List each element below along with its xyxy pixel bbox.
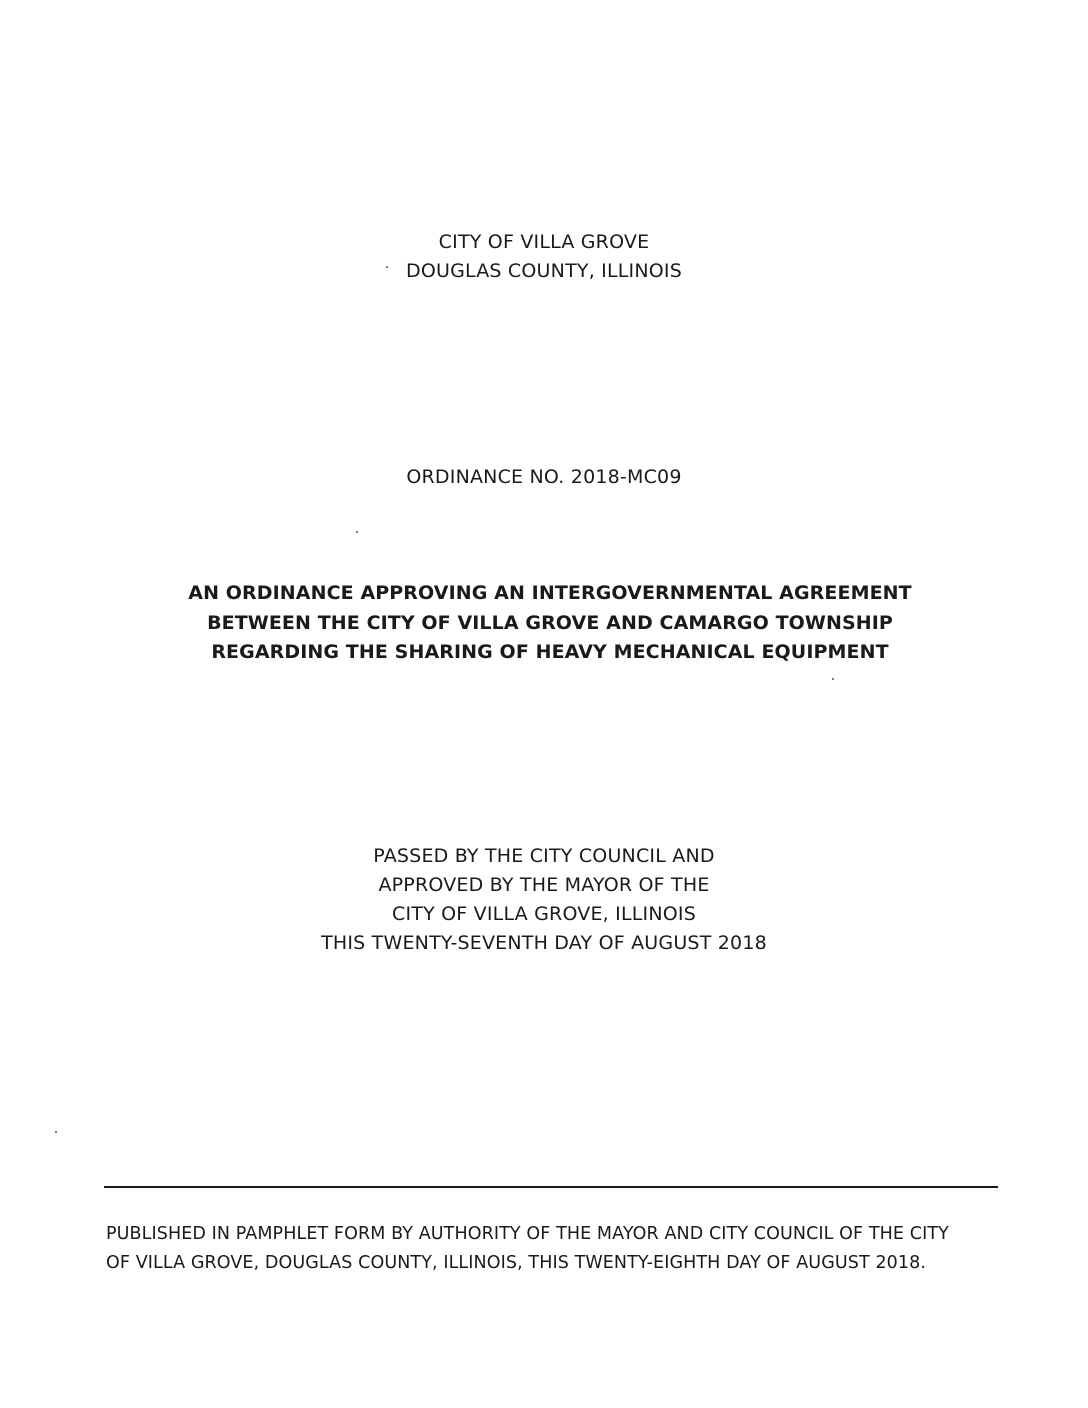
title-line-3: REGARDING THE SHARING OF HEAVY MECHANICAL EQUIPMENT	[211, 641, 889, 663]
publication-notice	[106, 1220, 1006, 1278]
scan-speck	[55, 1131, 57, 1133]
passed-line-2: APPROVED BY THE MAYOR OF THE	[378, 874, 710, 896]
passed-line-1: PASSED BY THE CITY COUNCIL AND	[373, 845, 715, 867]
city-name: CITY OF VILLA GROVE	[438, 231, 650, 253]
footer-line-1: PUBLISHED IN PAMPHLET FORM BY AUTHORITY OF THE MAYOR AND CITY COUNCIL OF THE CITY	[106, 1224, 949, 1244]
title-line-2: BETWEEN THE CITY OF VILLA GROVE AND CAMARGO TOWNSHIP	[207, 611, 893, 634]
ordinance-number: ORDINANCE NO. 2018-MC09	[406, 466, 682, 488]
header-block	[0, 228, 1088, 286]
scan-speck	[386, 266, 388, 268]
footer-line-2: OF VILLA GROVE, DOUGLAS COUNTY, ILLINOIS, THIS TWENTY-EIGHTH DAY OF AUGUST 2018.	[106, 1253, 927, 1273]
passage-statement	[0, 842, 1088, 958]
horizontal-divider	[104, 1186, 998, 1188]
passed-line-3: CITY OF VILLA GROVE, ILLINOIS	[392, 903, 696, 925]
scan-speck	[832, 678, 834, 680]
title-line-1: AN ORDINANCE APPROVING AN INTERGOVERNMENTAL AGREEMENT	[188, 582, 912, 604]
county-name: DOUGLAS COUNTY, ILLINOIS	[406, 260, 682, 282]
scan-speck	[356, 531, 358, 533]
ordinance-number-block	[0, 463, 1088, 492]
ordinance-title	[6, 579, 1088, 668]
passed-line-4: THIS TWENTY-SEVENTH DAY OF AUGUST 2018	[321, 932, 767, 954]
